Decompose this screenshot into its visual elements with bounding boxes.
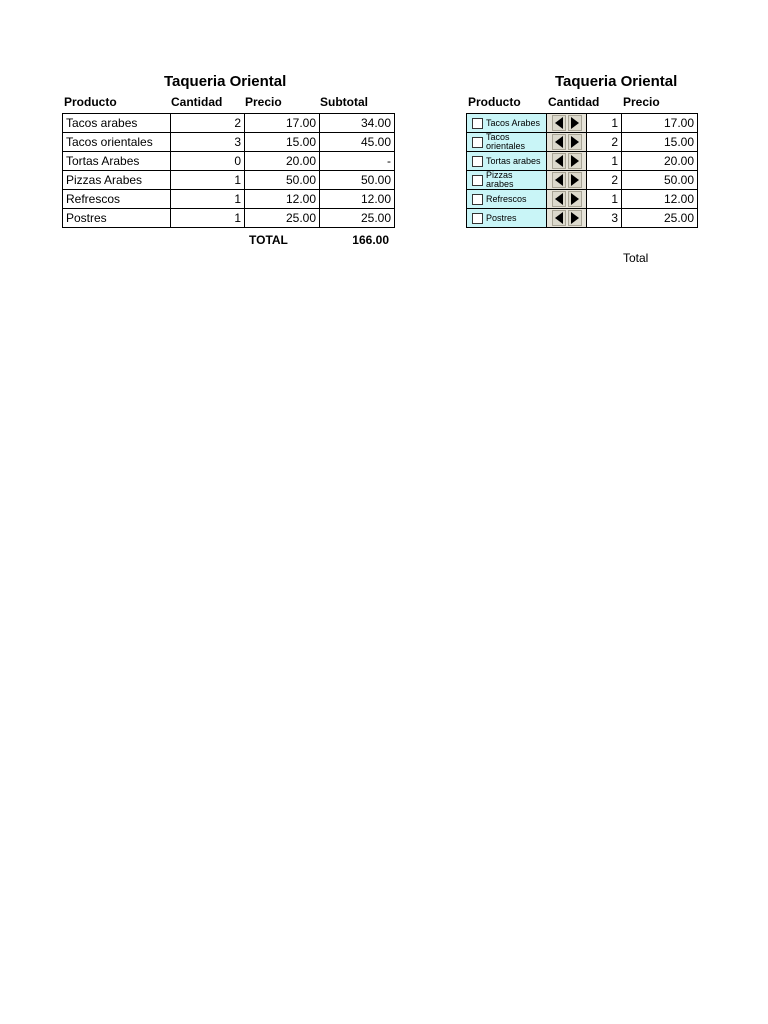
product-checkbox-cell	[467, 152, 547, 171]
spinner-cell	[547, 133, 587, 152]
checkbox-icon[interactable]	[472, 137, 483, 148]
checkbox-icon[interactable]	[472, 194, 483, 205]
left-header-precio: Precio	[245, 95, 282, 109]
quantity-spinner[interactable]	[550, 133, 583, 151]
spin-down-button[interactable]	[552, 134, 566, 150]
arrow-right-icon	[571, 174, 579, 186]
table-row	[467, 209, 698, 228]
cell-cantidad[interactable]: 3	[171, 133, 245, 152]
quantity-spinner[interactable]	[550, 171, 583, 189]
table-row	[467, 171, 698, 190]
spinner-cell	[547, 190, 587, 209]
cell-precio[interactable]: 20.00	[245, 152, 320, 171]
left-total-label: TOTAL	[249, 233, 288, 247]
cell-producto[interactable]: Tacos orientales	[63, 133, 171, 152]
cell-cantidad[interactable]: 2	[171, 114, 245, 133]
cell-precio[interactable]: 15.00	[622, 133, 698, 152]
table-row	[63, 133, 395, 152]
cell-subtotal[interactable]: -	[320, 152, 395, 171]
left-header-cantidad: Cantidad	[171, 95, 223, 109]
table-row	[63, 209, 395, 228]
right-title: Taqueria Oriental	[555, 73, 678, 90]
cell-precio[interactable]: 17.00	[622, 114, 698, 133]
cell-precio[interactable]: 25.00	[622, 209, 698, 228]
spin-down-button[interactable]	[552, 153, 566, 169]
cell-subtotal[interactable]: 45.00	[320, 133, 395, 152]
arrow-right-icon	[571, 136, 579, 148]
arrow-left-icon	[555, 212, 563, 224]
cell-precio[interactable]: 17.00	[245, 114, 320, 133]
spin-up-button[interactable]	[568, 191, 582, 207]
spin-up-button[interactable]	[568, 210, 582, 226]
cell-subtotal[interactable]: 25.00	[320, 209, 395, 228]
quantity-spinner[interactable]	[550, 152, 583, 170]
cell-cantidad[interactable]: 2	[587, 171, 622, 190]
cell-precio[interactable]: 50.00	[245, 171, 320, 190]
spinner-cell	[547, 209, 587, 228]
cell-producto[interactable]: Tacos arabes	[63, 114, 171, 133]
cell-cantidad[interactable]: 1	[587, 152, 622, 171]
checkbox-icon[interactable]	[472, 118, 483, 129]
cell-precio[interactable]: 25.00	[245, 209, 320, 228]
spin-down-button[interactable]	[552, 210, 566, 226]
cell-cantidad[interactable]: 0	[171, 152, 245, 171]
table-row	[63, 171, 395, 190]
product-checkbox[interactable]	[470, 190, 543, 208]
cell-cantidad[interactable]: 1	[171, 190, 245, 209]
left-order-table	[62, 113, 395, 228]
table-row	[63, 152, 395, 171]
product-checkbox-cell	[467, 114, 547, 133]
arrow-left-icon	[555, 136, 563, 148]
cell-subtotal[interactable]: 34.00	[320, 114, 395, 133]
spinner-cell	[547, 171, 587, 190]
cell-subtotal[interactable]: 50.00	[320, 171, 395, 190]
product-checkbox-cell	[467, 171, 547, 190]
spin-up-button[interactable]	[568, 172, 582, 188]
cell-producto[interactable]: Refrescos	[63, 190, 171, 209]
cell-producto[interactable]: Postres	[63, 209, 171, 228]
checkbox-icon[interactable]	[472, 156, 483, 167]
quantity-spinner[interactable]	[550, 209, 583, 227]
cell-precio[interactable]: 15.00	[245, 133, 320, 152]
right-total-label: Total	[623, 251, 649, 265]
product-checkbox-cell	[467, 190, 547, 209]
table-row	[467, 133, 698, 152]
arrow-left-icon	[555, 155, 563, 167]
left-header-producto: Producto	[64, 95, 117, 109]
table-row	[467, 114, 698, 133]
arrow-left-icon	[555, 193, 563, 205]
product-checkbox-cell	[467, 133, 547, 152]
right-order-table	[466, 113, 698, 228]
right-header-cantidad: Cantidad	[548, 95, 600, 109]
spin-up-button[interactable]	[568, 153, 582, 169]
arrow-left-icon	[555, 117, 563, 129]
cell-cantidad[interactable]: 1	[171, 171, 245, 190]
cell-producto[interactable]: Pizzas Arabes	[63, 171, 171, 190]
quantity-spinner[interactable]	[550, 114, 583, 132]
right-header-producto: Producto	[468, 95, 521, 109]
checkbox-label: Refrescos	[486, 194, 527, 204]
product-checkbox[interactable]	[470, 114, 543, 132]
checkbox-label: Tacos orientales	[486, 133, 526, 151]
table-row	[467, 152, 698, 171]
spinner-cell	[547, 152, 587, 171]
arrow-right-icon	[571, 117, 579, 129]
checkbox-label: Postres	[486, 213, 517, 223]
left-title: Taqueria Oriental	[164, 73, 287, 90]
cell-precio[interactable]: 12.00	[622, 190, 698, 209]
arrow-right-icon	[571, 212, 579, 224]
cell-cantidad[interactable]: 1	[587, 114, 622, 133]
arrow-right-icon	[571, 193, 579, 205]
cell-precio[interactable]: 20.00	[622, 152, 698, 171]
quantity-spinner[interactable]	[550, 190, 583, 208]
cell-subtotal[interactable]: 12.00	[320, 190, 395, 209]
right-header-precio: Precio	[623, 95, 660, 109]
cell-cantidad[interactable]: 1	[171, 209, 245, 228]
cell-precio[interactable]: 12.00	[245, 190, 320, 209]
checkbox-icon[interactable]	[472, 213, 483, 224]
product-checkbox[interactable]	[470, 209, 543, 227]
product-checkbox[interactable]	[470, 171, 543, 189]
cell-producto[interactable]: Tortas Arabes	[63, 152, 171, 171]
left-header-subtotal: Subtotal	[320, 95, 368, 109]
product-checkbox[interactable]	[470, 133, 543, 151]
table-row	[63, 190, 395, 209]
arrow-right-icon	[571, 155, 579, 167]
table-row	[63, 114, 395, 133]
product-checkbox-cell	[467, 209, 547, 228]
checkbox-label: Pizzas arabes	[486, 171, 514, 189]
cell-cantidad[interactable]: 2	[587, 133, 622, 152]
cell-cantidad[interactable]: 1	[587, 190, 622, 209]
checkbox-label: Tacos Arabes	[486, 118, 541, 128]
spin-down-button[interactable]	[552, 115, 566, 131]
spin-up-button[interactable]	[568, 134, 582, 150]
table-row	[467, 190, 698, 209]
checkbox-icon[interactable]	[472, 175, 483, 186]
left-total-value: 166.00	[352, 233, 389, 247]
spin-down-button[interactable]	[552, 191, 566, 207]
product-checkbox[interactable]	[470, 152, 543, 170]
spinner-cell	[547, 114, 587, 133]
spin-up-button[interactable]	[568, 115, 582, 131]
arrow-left-icon	[555, 174, 563, 186]
cell-precio[interactable]: 50.00	[622, 171, 698, 190]
spin-down-button[interactable]	[552, 172, 566, 188]
cell-cantidad[interactable]: 3	[587, 209, 622, 228]
checkbox-label: Tortas arabes	[486, 156, 541, 166]
